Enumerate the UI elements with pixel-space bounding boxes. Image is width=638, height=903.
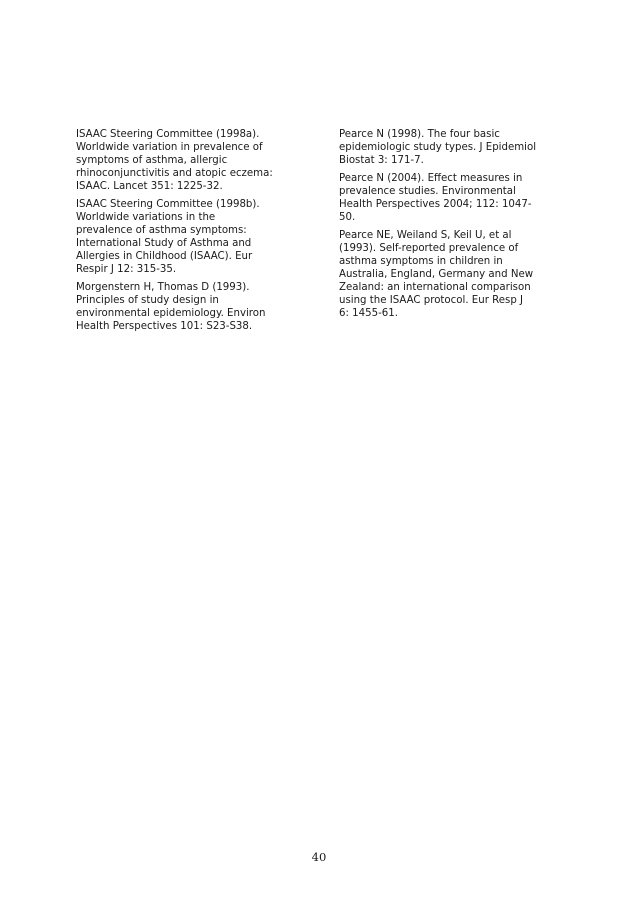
reference-entry-pearce-2004	[339, 172, 571, 224]
reference-entry-pearce-1998	[339, 128, 571, 167]
reference-line: (1993). Self-reported prevalence of	[339, 243, 519, 254]
reference-line: 50.	[339, 212, 356, 223]
reference-entry-morgenstern-1993	[76, 281, 314, 333]
reference-line: ISAAC Steering Committee (1998a).	[76, 129, 260, 140]
reference-line: Morgenstern H, Thomas D (1993).	[76, 282, 250, 293]
reference-line: Pearce NE, Weiland S, Keil U, et al	[339, 230, 512, 241]
reference-entry-pearce-1993	[339, 229, 571, 320]
reference-entry-isaac-1998b	[76, 198, 314, 276]
reference-line: Worldwide variations in the	[76, 212, 216, 223]
reference-line: 6: 1455-61.	[339, 308, 398, 319]
reference-line: Australia, England, Germany and New	[339, 269, 534, 280]
reference-entry-isaac-1998a	[76, 128, 314, 193]
reference-line: Biostat 3: 171-7.	[339, 155, 424, 166]
reference-line: prevalence of asthma symptoms:	[76, 225, 247, 236]
reference-line: environmental epidemiology. Environ	[76, 308, 266, 319]
reference-line: Principles of study design in	[76, 295, 219, 306]
reference-line: prevalence studies. Environmental	[339, 186, 516, 197]
reference-line: Pearce N (1998). The four basic	[339, 129, 500, 140]
reference-line: rhinoconjunctivitis and atopic eczema:	[76, 168, 273, 179]
reference-line: Zealand: an international comparison	[339, 282, 531, 293]
reference-line: symptoms of asthma, allergic	[76, 155, 228, 166]
reference-line: using the ISAAC protocol. Eur Resp J	[339, 295, 524, 306]
reference-line: ISAAC Steering Committee (1998b).	[76, 199, 260, 210]
reference-line: Respir J 12: 315-35.	[76, 264, 177, 275]
reference-line: Health Perspectives 101: S23-S38.	[76, 321, 253, 332]
reference-column-left	[76, 128, 314, 338]
reference-line: Health Perspectives 2004; 112: 1047-	[339, 199, 532, 210]
reference-line: epidemiologic study types. J Epidemiol	[339, 142, 537, 153]
reference-line: Pearce N (2004). Effect measures in	[339, 173, 523, 184]
reference-line: asthma symptoms in children in	[339, 256, 503, 267]
reference-line: ISAAC. Lancet 351: 1225-32.	[76, 181, 223, 192]
reference-line: Worldwide variation in prevalence of	[76, 142, 263, 153]
reference-column-right	[339, 128, 571, 325]
page-number: 40	[311, 850, 327, 864]
reference-line: International Study of Asthma and	[76, 238, 252, 249]
reference-line: Allergies in Childhood (ISAAC). Eur	[76, 251, 253, 262]
